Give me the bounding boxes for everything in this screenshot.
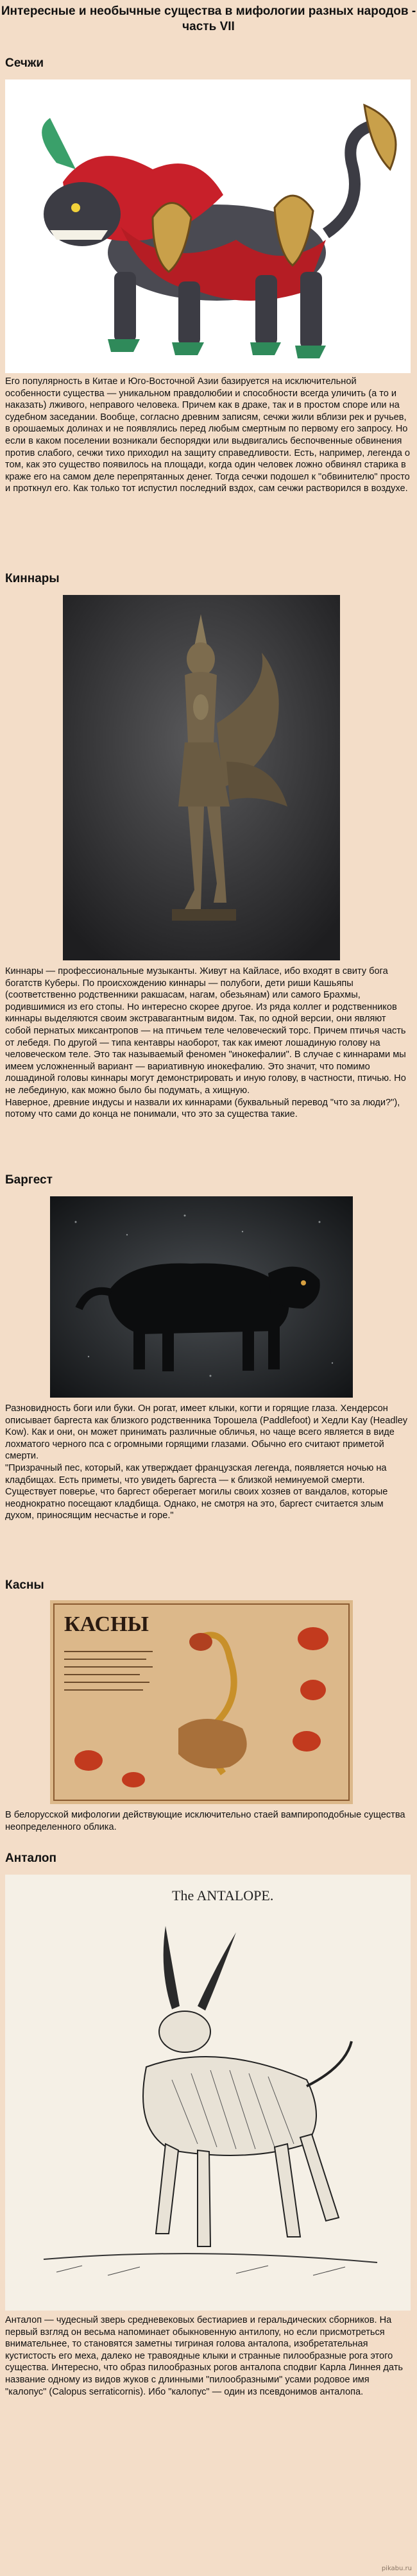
section-text: В белорусской мифологии действующие исключительно стаей вампироподобные существа неопределенного облика. xyxy=(5,1810,405,1832)
sechji-image xyxy=(5,79,411,373)
section-heading: Сечжи xyxy=(5,56,44,70)
barghest-image xyxy=(50,1196,353,1398)
page-title: Интересные и необычные существа в мифологии разных народов - часть VII xyxy=(1,4,416,33)
kasny-poster-image xyxy=(50,1600,353,1804)
section-heading: Баргест xyxy=(5,1173,53,1187)
engraving-caption: The ANTALOPE. xyxy=(172,1887,274,1903)
section-text: Киннары — профессиональные музыканты. Живут на Кайласе, ибо входят в свиту бога богатств Куберы. По происхождению киннары — полубоги, дети риши Кашьяпы (соответственно родственники ракшасам, нагам, обезьянам) или самого Брахмы, родившимися из его стопы. Но интересно скорее другое. Из ряда коллег и родственников киннары выделяются своим экстравагантным видом. Так, по одной версии, они являют собой пернатых миксантропов — на птичьем теле человеческий торс. Причем птичья часть от лебедя. По другой — типа кентавры наоборот, так как имеют лошадиную голову на человеческом теле. Это так называемый феномен "инокефалии". В случае с киннарами мы имеем усложненный вариант — вариативную инокефалию. Это значит, что помимо лошадиной головы киннары могут демонстрировать и иную голову, в частности, птичью. Но не лебединую, как можно было бы подумать, а хищную. Наверное, древние индусы и назвали их киннарами (буквальный перевод "что за люди?"), потому что сами до конца не понимали, что это за существа такие. xyxy=(5,966,406,1120)
watermark: pikabu.ru xyxy=(381,2565,412,2572)
section-text: Разновидность боги или буки. Он рогат, имеет клыки, когти и горящие глаза. Хендерсон описывает баргеста как близкого родственника Topoшeлa (Paddlefoot) и Хедли Kay (Headley Kow). Как и они, он может принимать различные обличья, но чаще всего является в виде лохматого черного пса с огромными горящими глазами. Обычно его считают приметой смерти. "Призрачный пес, который, как утверждает французская легенда, появляется ночью на кладбищах. Есть приметы, что увидеть баргеста — к близкой неминуемой смерти. Существует поверье, что баргест оберегает могилы своих хозяев от вандалов, которые неоднократно посещают кладбища. Однако, не смотря на это, баргест считается злым духом, приносящим несчастье и горе." xyxy=(5,1403,408,1521)
antalope-engraving-image xyxy=(5,1875,411,2311)
kinnara-image xyxy=(63,595,340,960)
section-heading: Анталоп xyxy=(5,1852,56,1865)
section-text: Его популярность в Китае и Юго-Восточной Азии базируется на исключительной особенности существа — уникальном правдолюбии и способности всегда уличить (а то и наказать) лживого, неправого человека. Причем как в драке, так и в простом споре или на судебном заседании. Вообще, согласно древним записям, сечжи жили вблизи рек и ручьев, в орошаемых долинах и не появлялись перед любым смертным по первому его запросу. Но если в каком поселении возникали беспорядки или выдвигались беспочвенные обвинения против слабого, сечжи тихо приходил на защиту справедливости. Есть, например, легенда о том, как это существо появилось на площади, когда один человек ложно обвинял старика в краже его на самом деле перепрятанных денег. Тогда сечжи подошел к "обвинителю" просто и проткнул его. Как только тот испустил последний вздох, сам сечжи растворился в воздухе. xyxy=(5,376,411,494)
section-heading: Киннары xyxy=(5,572,60,585)
section-heading: Касны xyxy=(5,1578,44,1592)
section-text: Анталоп — чудесный зверь средневековых бестиариев и геральдических сборников. На первый взгляд он весьма напоминает обыкновенную антилопу, но если присмотреться внимательнее, то становятся заметны тигриная голова анталопа, изобретательная кустистость его меха, далеко не травоядные клыки и странные пилообразные рога этого существа. Интересно, что образ пилообразных рогов анталопа сподвиг Карла Линнея дать название одному из видов жуков с длинными "пилообразными" усами родовое имя "калопус" (Calopus serraticornis). Ибо "калопус" — один из псевдонимов анталопа. xyxy=(5,2315,403,2397)
poster-title: КАСНЫ xyxy=(64,1612,149,1636)
